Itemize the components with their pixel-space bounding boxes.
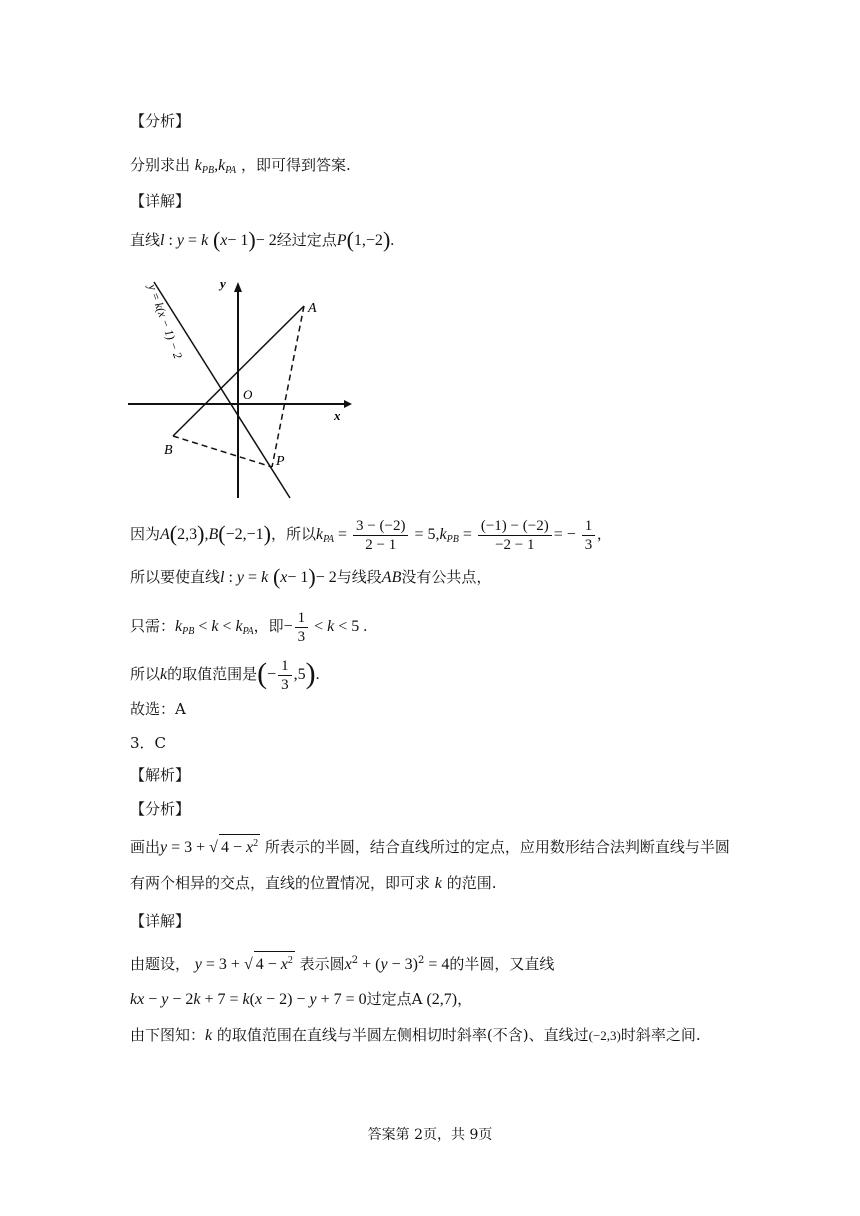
origin-label: O: [243, 387, 253, 402]
point-a-label: A: [308, 301, 317, 316]
line-l-label: y = k(x − 1) − 2: [145, 282, 186, 361]
analysis-text: 分别求出 $k_{PB},k_{PA}$ ，即可得到答案.: [130, 156, 351, 176]
detail-2-text-3: 由下图知：k 的取值范围在直线与半圆左侧相切时斜率(不含)、直线过(−2,3)时斜率之间.: [130, 1026, 701, 1044]
range-text: 所以k的取值范围是(− $\frac{1}{3}$ ,5).: [130, 657, 320, 693]
inequality-text: 只需：$k_{PB} < k < k_{PA}$，即− $\frac{1}{3}$ < k < 5 .: [130, 609, 368, 645]
analysis-2-text-1: 画出y = 3 + √ $4 - x^2$ 所表示的半圆，结合直线所过的定点，应用数形结合法判断直线与半圆: [130, 834, 730, 859]
jiexi-heading: 【解析】: [130, 766, 191, 784]
question-3-answer: 3．C: [130, 734, 167, 752]
point-p-label: P: [276, 454, 285, 469]
answer-choice: 故选：A: [130, 700, 186, 718]
figure-line-segment: [128, 272, 352, 502]
point-b-label: B: [164, 443, 173, 458]
detail-2-text-1: 由题设， y = 3 + √ $4 - x^2$ 表示圆$x^2 + (y - 3)^2 = 4$的半圆，又直线: [130, 950, 554, 976]
detail-heading: 【详解】: [130, 192, 191, 210]
detail-2-heading: 【详解】: [130, 912, 191, 930]
slope-computation: 因为A(2,3),B(−2,−1)，所以$k_{PA}$ = $\frac{3 - (-2)}{2 - 1}$ = $5,k_{PB}$ = $\frac{(-1) - (-2)}{-2 - 1}$ = − $\frac{1}{3}$ ,: [130, 517, 602, 553]
page-footer: 答案第 2页，共 9页: [367, 1127, 493, 1143]
y-axis-label: y: [220, 276, 226, 291]
analysis-2-heading: 【分析】: [130, 800, 191, 818]
line-l-statement: 直线l : y = k (x− 1)− 2经过定点P(1,−2).: [130, 227, 395, 252]
condition-text: 所以要使直线l : y = k (x− 1)− 2与线段AB没有公共点，: [130, 564, 492, 589]
detail-2-text-2: kx − y − 2k + 7 = k(x − 2) − y + 7 = 0过定点A (2,7)，: [130, 990, 473, 1008]
x-axis-label: x: [334, 408, 341, 423]
analysis-2-text-2: 有两个相异的交点，直线的位置情况，即可求 k 的范围.: [130, 874, 497, 892]
analysis-heading: 【分析】: [130, 112, 191, 130]
